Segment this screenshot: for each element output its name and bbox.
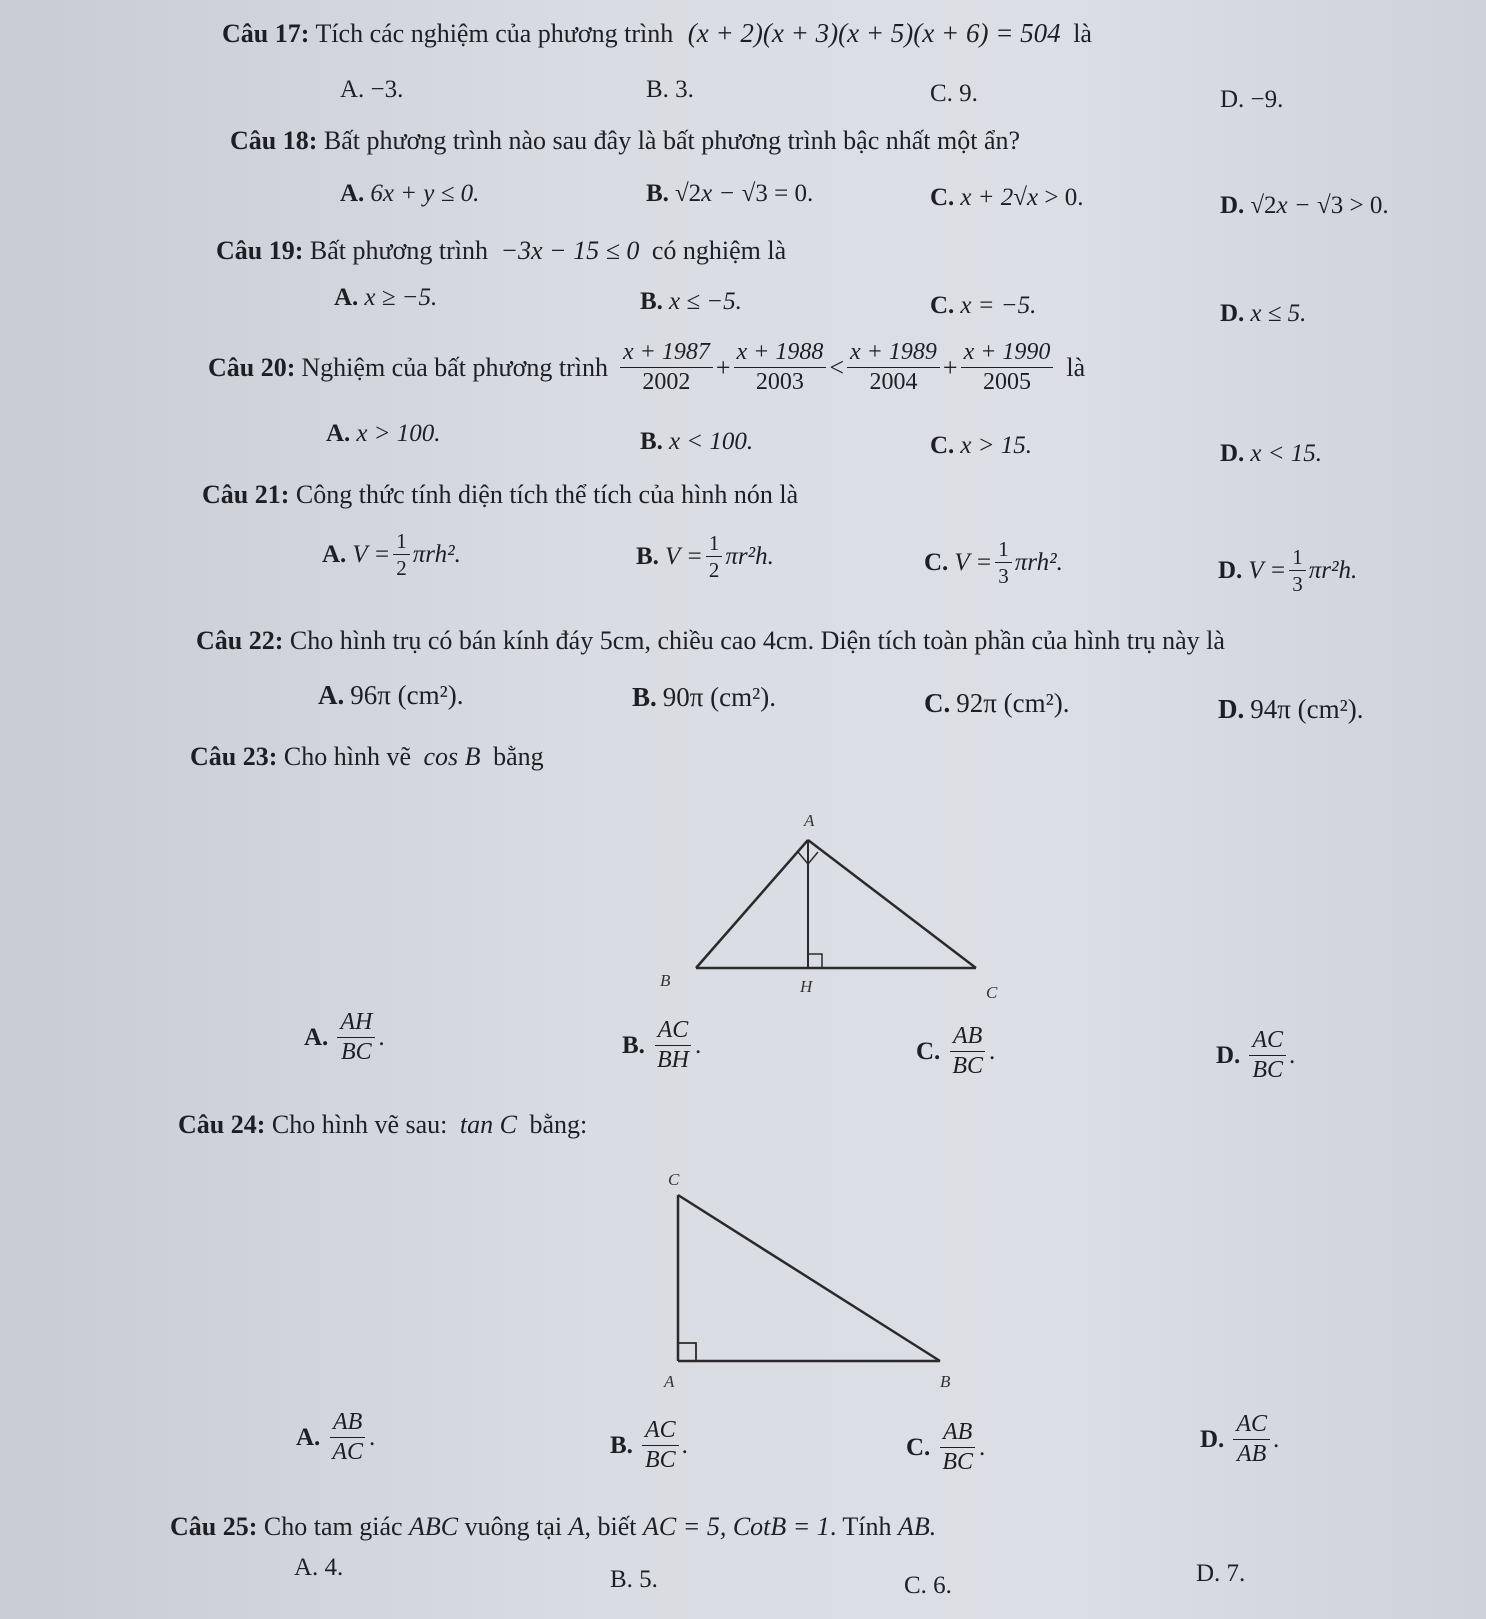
q20-op-2: < (829, 352, 845, 382)
q23-option-b: B. $\frac{AC}{BH}$ . (622, 1017, 702, 1074)
q20-text: Nghiệm của bất phương trình (301, 352, 608, 382)
q21-option-c: C. V = $\frac{1}{3}$ πrh². (924, 537, 1063, 589)
q24-label-b: B (940, 1372, 951, 1391)
q21-text: Công thức tính diện tích thể tích của hình nón là (295, 480, 799, 509)
q19-option-d: D. x ≤ 5. (1220, 300, 1307, 327)
q20-stem (208, 340, 1085, 395)
q19-option-b: B. x ≤ −5. (640, 288, 742, 315)
q23-label-b: B (660, 971, 671, 990)
q24-figure (640, 1165, 980, 1395)
q23-stem (190, 742, 544, 772)
q23-side-ac (808, 840, 976, 968)
q22-option-b: B. 90π (cm²). (632, 682, 776, 712)
q25-given: biết (597, 1512, 637, 1541)
q24-right-angle-a (678, 1343, 696, 1361)
q19-option-c: C. x = −5. (930, 292, 1037, 319)
q17-suffix: là (1073, 19, 1092, 48)
q19-stem (216, 236, 786, 266)
q21-option-b: B. V = $\frac{1}{2}$ πr²h. (636, 531, 774, 583)
q22-label: Câu 22: (196, 626, 284, 655)
q24-option-d: D. $\frac{AC}{AB}$ . (1200, 1411, 1280, 1468)
q22-stem (196, 626, 1225, 656)
q22-text: Cho hình trụ có bán kính đáy 5cm, chiều cao 4cm. Diện tích toàn phần của hình trụ này là (289, 626, 1225, 655)
q24-option-b: B. $\frac{AC}{BC}$ . (610, 1417, 688, 1474)
q17-option-b: B. 3. (646, 76, 694, 103)
q25-target: AB. (897, 1512, 937, 1541)
q23-figure (640, 800, 1020, 1010)
q19-expr: −3x − 15 ≤ 0 (500, 236, 640, 265)
q20-option-d: D. x < 15. (1220, 440, 1323, 467)
q23-label-a: A (804, 811, 815, 830)
q19-suffix: có nghiệm là (651, 236, 787, 265)
q24-label-c: C (668, 1170, 680, 1189)
q24-expr: tan C (459, 1110, 517, 1139)
q25-label: Câu 25: (170, 1512, 258, 1541)
q20-suffix: là (1066, 352, 1086, 382)
q24-label-a: A (664, 1372, 675, 1391)
q25-mid: vuông tại (464, 1512, 563, 1541)
q25-ask: . Tính (829, 1512, 892, 1541)
q20-frac-1: $\frac{x + 1987}{2002}$ (620, 340, 713, 395)
q23-suffix: bằng (493, 742, 544, 771)
q18-option-a: A. 6x + y ≤ 0. (340, 180, 480, 207)
q19-option-a: A. x ≥ −5. (334, 284, 438, 311)
q24-option-c: C. $\frac{AB}{BC}$ . (906, 1419, 986, 1476)
q25-option-d: D. 7. (1196, 1560, 1246, 1587)
q18-stem (230, 126, 1020, 156)
q23-side-ab (696, 840, 808, 968)
q25-stem (170, 1512, 936, 1542)
q24-side-bc (678, 1195, 940, 1361)
q23-label-h: H (800, 977, 813, 996)
q20-option-c: C. x > 15. (930, 432, 1033, 459)
q23-label-c: C (986, 983, 998, 1002)
q17-label: Câu 17: (222, 19, 310, 48)
q17-equation: (x + 2)(x + 3)(x + 5)(x + 6) = 504 (687, 18, 1061, 48)
q25-option-a: A. 4. (294, 1554, 344, 1581)
q23-right-angle-h (808, 954, 822, 968)
q17-option-a: A. −3. (340, 76, 404, 103)
q25-condition: AC = 5, CotB = 1 (643, 1512, 830, 1541)
q20-option-a: A. x > 100. (326, 420, 441, 447)
q24-option-a: A. $\frac{AB}{AC}$ . (296, 1409, 376, 1466)
q24-stem (178, 1110, 587, 1140)
q18-option-d: D. √2x − √3 > 0. (1220, 192, 1389, 219)
q22-option-c: C. 92π (cm²). (924, 688, 1070, 718)
q25-option-c: C. 6. (904, 1572, 952, 1599)
q23-option-c: C. $\frac{AB}{BC}$ . (916, 1023, 996, 1080)
q18-option-c: C. x + 2√x > 0. (930, 184, 1084, 211)
q23-text: Cho hình vẽ (283, 742, 412, 771)
q20-frac-4: $\frac{x + 1990}{2005}$ (961, 340, 1054, 395)
q25-triangle: ABC (409, 1512, 459, 1541)
q19-text: Bất phương trình (309, 236, 488, 265)
q23-expr: cos B (423, 742, 481, 771)
q17-text: Tích các nghiệm của phương trình (315, 19, 674, 48)
q22-option-a: A. 96π (cm²). (318, 680, 464, 710)
q17-stem (222, 18, 1092, 49)
q20-option-b: B. x < 100. (640, 428, 754, 455)
q19-label: Câu 19: (216, 236, 304, 265)
q20-op-1: + (715, 352, 731, 382)
q23-option-a: A. $\frac{AH}{BC}$ . (304, 1009, 385, 1066)
q25-text: Cho tam giác (263, 1512, 403, 1541)
q21-option-d: D. V = $\frac{1}{3}$ πr²h. (1218, 545, 1358, 597)
q24-suffix: bằng: (529, 1110, 588, 1139)
q23-label: Câu 23: (190, 742, 278, 771)
q25-option-b: B. 5. (610, 1566, 658, 1593)
q24-label: Câu 24: (178, 1110, 266, 1139)
q20-frac-3: $\frac{x + 1989}{2004}$ (847, 340, 940, 395)
q20-frac-2: $\frac{x + 1988}{2003}$ (734, 340, 827, 395)
q18-option-b: B. √2x − √3 = 0. (646, 180, 814, 207)
q18-text: Bất phương trình nào sau đây là bất phương trình bậc nhất một ẩn? (323, 126, 1021, 155)
q20-label: Câu 20: (208, 352, 296, 382)
q17-option-d: D. −9. (1220, 86, 1284, 113)
q21-option-a: A. V = $\frac{1}{2}$ πrh². (322, 529, 461, 581)
q17-option-c: C. 9. (930, 80, 978, 107)
q21-label: Câu 21: (202, 480, 290, 509)
q18-label: Câu 18: (230, 126, 318, 155)
q21-stem (202, 480, 798, 510)
q25-vertex: A, (568, 1512, 592, 1541)
q22-option-d: D. 94π (cm²). (1218, 694, 1364, 724)
q24-text: Cho hình vẽ sau: (271, 1110, 448, 1139)
q23-option-d: D. $\frac{AC}{BC}$ . (1216, 1027, 1296, 1084)
q20-op-3: + (942, 352, 958, 382)
